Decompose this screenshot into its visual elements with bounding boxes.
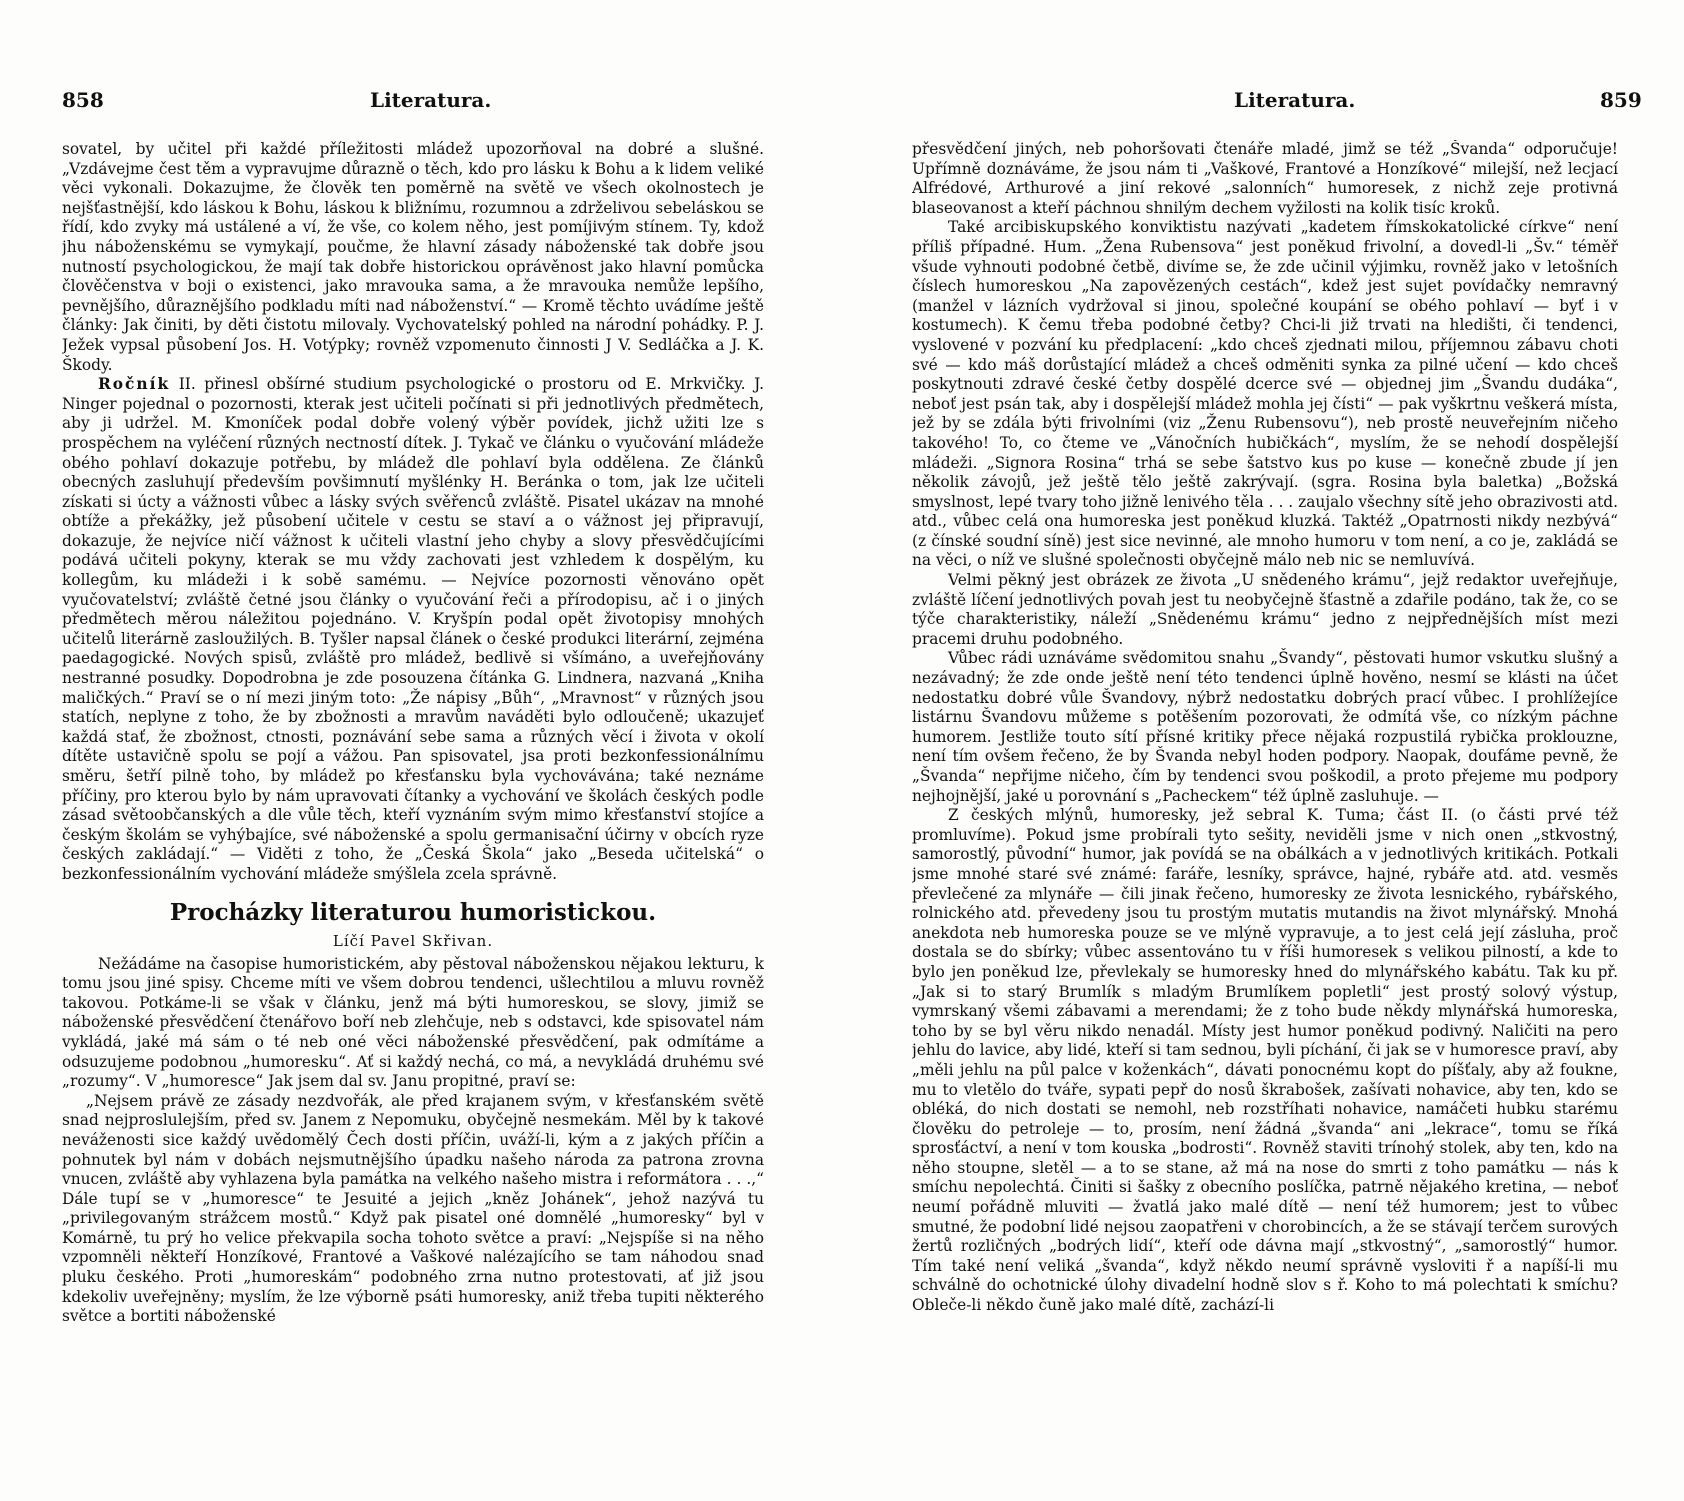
paragraph-rocnik — [62, 375, 764, 884]
byline: Líčí Pavel Skřivan. — [332, 931, 494, 950]
paragraph: přesvědčení jiných, neb pohoršovati čtenáře mladé, jimž se též „Švanda“ odporučuje! Upřímně doznáváme, že jsou nám ti „Vaškové, Frantové a Honzíkové“ milejší, než lecjací Alfrédové, Arthurové a jiní rekové „salonních“ humoresek, z nichž zeje protivná blaseovanost a kteří páchnou shnilým dechem vyžilosti na kolik tisíc kroků. — [912, 140, 1618, 217]
paragraph: Vůbec rádi uznáváme svědomitou snahu „Švandy“, pěstovati humor vskutku slušný a nezávadný; že zde onde ještě není této tendenci úplně hověno, nesmí se klásti na účet nedostatku dobré vůle Švandovy, nýbrž nedostatku dobrých prací vůbec. I prohlížejíce listárnu Švandovu můžeme s potěšením pozorovati, že odmítá vše, co nízkým páchne humorem. Jestliže touto sítí přísné kritiky přece nějaká rozpustilá rybička proklouzne, není tím ovšem řečeno, že by Švanda nebyl hoden podpory. Naopak, doufáme pevně, že „Švanda“ nepřijme ničeho, čím by tendenci svou poškodil, a proto přejeme mu podpory nejhojnější, jaké u porovnání s „Pacheckem“ též úplně zasluhuje. — — [912, 649, 1618, 805]
page-number-right: 859 — [1600, 88, 1642, 112]
quote-paragraph: „Nejsem právě ze zásady nezdvořák, ale před krajanem svým, v křesťanském světě snad nejproslulejším, před sv. Janem z Nepomuku, obyčejně nesmekám. Měl by k takové neváženosti sice každý uvědomělý Čech dosti příčin, uváží-li, kým a z jakých příčin a pohnutek byl nám v dobách nejsmutnějšího úpadku našeho národa za patrona zrovna vnucen, zvláště aby vyhlazena byla památka na velkého našeho mistra i reformátora . . .,“ Dále tupí se v „humoresce“ te Jesuité a jejich „kněz Johánek“, jehož nazývá tu „privilegovaným strážcem mostů.“ Když pak pisatel oné domnělé „humoresky“ byl v Komárně, tu prý ho velice překvapila socha tohoto světce a praví: „Nejspíše si na něho vzpomněli někteří Honzíkové, Frantové a Vaškové nalézajícího se tam náhodou snad pluku českého. Proti „humoreskám“ podobného zrna nutno protestovati, ať již jsou kdekoliv uveřejněny; myslím, že lze výborně psáti humoresky, aniž třeba tupiti některého světce a bortiti náboženské — [62, 1091, 764, 1326]
right-page — [842, 0, 1684, 1501]
rocnik-label: Ročník — [98, 375, 171, 394]
paragraph: Nežádáme na časopise humoristickém, aby pěstoval náboženskou nějakou lekturu, k tomu jsou jiné spisy. Chceme míti ve všem dobrou tendenci, ušlechtilou a mluvu rovněž takovou. Potkáme-li se však v článku, jenž má býti humoreskou, se slovy, jimiž se náboženské přesvědčení čtenářovo boří neb zlehčuje, neb s odstavci, kde spisovatel nám vykládá, jaké má sám o té neb oné věci náboženské přesvědčení, pak odmítáme a odsuzujeme podobnou „humoresku“. Ať si každý nechá, co má, a nevykládá druhému své „rozumy“. V „humoresce“ Jak jsem dal sv. Janu propitné, praví se: — [62, 954, 764, 1091]
paragraph: Velmi pěkný jest obrázek ze života „U snědeného krámu“, jejž redaktor uveřejňuje, zvláště líčení jednotlivých povah jest tu neobyčejně šťastně a zdařile podáno, tak že, co se týče charakteristiky, náleží „Snědenému krámu“ jedno z nejpřednějších míst mezi pracemi druhu podobného. — [912, 571, 1618, 648]
paragraph: Z českých mlýnů, humoresky, jež sebral K. Tuma; část II. (o části prvé též promluvíme). Pokud jsme probírali tyto sešity, neviděli jsme v nich onen „stkvostný, samorostlý, původní“ humor, jak povídá se na obálkách a v jednotlivých kritikách. Potkali jsme mnohé staré své známé: faráře, lesníky, správce, hajné, rybáře atd. atd. vesměs převlečené za mlynáře — čili jinak řečeno, humoresky ze života lesnického, rybářského, rolnického atd. převedeny jsou tu prostým mutatis mutandis na život mlynářský. Mnohá anekdota neb humoreska pouze se ve mlýně vypravuje, a to jest celá její zásluha, proč dostala se do sbírky; vůbec assentováno tu v říši humoresek s velikou pilností, a kde to bylo jen poněkud lze, převlekaly se humoresky hned do mlynářského kabátu. Tak ku př. „Jak si to starý Brumlík s mladým Brumlíkem popletli“ jest prostý solový výstup, vymrskaný všemi zábavami a merendami; že z toho bude někdy mlynářská humoreska, toho by se byl věru nikdo nenadál. Místy jest humor poněkud podivný. Naličiti na pero jehlu do lavice, aby lidé, kteří si tam sednou, byli píchání, či jak se v humoresce praví, aby „měli jehlu na půl palce v koženkách“, dávati ponocnému kopt do píšťaly, aby až foukne, mu to vletělo do tváře, sypati pepř do nosů škrabošek, zašívati nohavice, aby ten, kdo se obléká, do nich dostati se nemohl, neb rozstříhati nohavice, namáčeti hubku starému člověku do petroleje — to, prosím, není žádná „švanda“ ani „lekrace“, tomu se říká sprosťáctví, a není v tom kouska „bodrosti“. Rovněž staviti trínohý stolek, aby ten, kdo na něho stoupne, sletěl — a to se stane, až má na nose do smrti z toho památku — nás k smíchu nepolechtá. Činiti si šašky z obecního poslíčka, patrně nějakého kretina, — neboť neumí pořádně mluviti — žvatlá jako malé dítě — není též humorem; jest to vůbec smutné, že podobní lidé nejsou zaopatřeni v chorobincích, a že se stávají terčem surových žertů rozličných „bodrých lidí“, kteří ode dávna mají „stkvostný“, „samorostlý“ humor. Tím také není veliká „švanda“, když někdo neumí správně vysloviti ř a napíší-li mu schválně do ochotnické úlohy divadelní hodně slov s ř. Koho to má polechtati k smíchu? Obleče-li někdo čuně jako malé dítě, zachází-li — [912, 806, 1618, 1315]
left-page-body — [62, 140, 764, 1490]
paragraph: Také arcibiskupského konviktistu nazývati „kadetem římskokatolické církve“ není příliš případné. Hum. „Žena Rubensova“ jest poněkud frivolní, a dovedl-li „Šv.“ téměř všude vyhnouti podobné četbě, divíme se, že zde učinil výjimku, rovněž jako v letošních číslech humoreskou „Na zapovězených cestách“, kdež jest sujet povídačky nemravný (manžel v lázních vydržoval si jinou, společné koupání se obého pohlaví — byť i v kostumech). K čemu třeba podobné četby? Chci-li již trvati na hledišti, či tendenci, vyslovené v pozvání ku předplacení: „kdo chceš zjednati milou, příjemnou zábavu choti své — kdo máš dorůstající mládež a chceš odměniti synka za pilné učení — kdo chceš poskytnouti zdravé české četby dospělé dcerce své — objednej jim „Švandu dudáka“, neboť jest psán tak, aby i dospělejší mládež mohla jej čísti“ — pak vyškrtnu veškerá místa, jež by se zdála býti frivolními (viz „Ženu Rubensovu“), neb prostě neuveřejním ničeho takového! To, co čteme ve „Vánočních hubičkách“, myslím, že se nehodí dospělejší mládeži. „Signora Rosina“ trhá se sebe šatstvo kus po kuse — konečně zbude jí jen několik závojů, jež ještě tělo ještě zakrývají. (sgra. Rosina byla baletka) „Božská smyslnost, lepé tvary toho jižně lenivého těla . . . zaujalo všechny sítě jeho obrazivosti atd. atd., vůbec celá ona humoreska jest poněkud kluzká. Taktéž „Opatrnosti nikdy nezbývá“ (z čínské soudní síně) jest sice nevinné, ale mnoho humoru v tom není, a co je, zakládá se na věci, o níž ve slušné společnosti obyčejně málo neb nic se nemluvívá. — [912, 218, 1618, 570]
paragraph-text: II. přinesl obšírné studium psychologické o prostoru od E. Mrkvičky. J. Ninger pojednal o pozornosti, kterak jest učiteli počínati si při jednotlivých předmětech, aby ji udržel. M. Kmoníček podal dobře volený výběr povídek, jichž užiti lze s prospěchem na vyléčení různých nectností dítek. J. Tykač ve článku o vyučování mládeže obého pohlaví dokazuje potřebu, by mládež dle pohlaví byla oddělena. Ze článků obecných zasluhují především povšimnutí myšlénky H. Beránka o tom, jak lze učiteli získati si úcty a vážnosti vůbec a lásky svých svěřenců zvláště. Pisatel ukázav na mnohé obtíže a překážky, jež působení učitele v cestu se staví a o vážnost jej připravují, dokazuje, že nejvíce ničí vážnost k učiteli vlastní jeho chyby a slovy přesvědčujícími podává učiteli pokyny, kterak se mu vždy zachovati jest vzhledem k dospělým, ku kollegům, ku mládeži i k sobě samému. — Nejvíce pozornosti věnováno opět vyučovatelství; zvláště četné jsou články o vyučování řeči a přírodopisu, ač i o jiných předmětech měrou náležitou pojednáno. V. Kryšpín podal opět životopisy mnohých učitelů literárně zasloužilých. B. Tyšler napsal článek o české produkci literární, zejména paedagogické. Nových spisů, zvláště pro mládež, bedlivě si všímáno, a uveřejňovány nestranné posudky. Dopodrobna je zde posouzena čítánka G. Lindnera, nazvaná „Kniha maličkých.“ Praví se o ní mezi jiným toto: „Že nápisy „Bůh“, „Mravnost“ v různých jsou statích, neplyne z toho, že by zbožnosti a mravům naváděti bylo odloučeně; ukazujeť každá stať, že zbožnost, ctnosti, poznávání sebe sama a různých věcí i života v okolí dítěte ustavičně spolu se pojí a vážou. Pan spisovatel, jsa proti bezkonfessionálnímu směru, šetří pilně toho, by mládež po křesťansku byla vychovávána; také neznáme příčiny, pro kterou bylo by nám upravovati čítanky a vychování ve školách českých podle zásad světoobčanských a dle vůle těch, kteří vyznáním svým mimo křesťanství stojíce a českým školám se vyhýbajíce, své náboženské a spolu germanisační účirny v obcích ryze českých zakládají.“ — Viděti z toho, že „Česká Škola“ jako „Beseda učitelská“ o bezkonfessionálním vychování mládeže smýšlela zcela správně. — [62, 375, 764, 883]
running-head-left: Literatura. — [370, 88, 492, 112]
running-head-right: Literatura. — [1234, 88, 1356, 112]
paragraph: sovatel, by učitel při každé příležitosti mládež upozorňoval na dobré a slušné. „Vzdávejme čest těm a vypravujme důrazně o těch, kdo pro lásku k Bohu a k lidem veliké věci vykonali. Dokazujme, že člověk ten poměrně na světě ve všech okolnostech je nejšťastnější, kdo láskou k Bohu, láskou k bližnímu, rozumnou a zdrželivou sebeláskou se řídí, kdo zvyky má ustálené a ví, že vše, co kolem něho, jest pomíjivým stínem. Ty, kdož jhu náboženskému se vymykají, poučme, že hlavní zásady náboženské tak dobře jsou nutností psychologickou, že mají tak dobře historickou oprávěnost jako hlavní pomůcka člověčenstva v boji o existenci, jako mravouka sama, a že mravouka nemůže lepšího, pevnějšího, důraznějšího podkladu míti nad náboženství.“ — Kromě těchto uvádíme ještě články: Jak činiti, by děti čistotu milovaly. Vychovatelský pohled na národní pohádky. P. J. Ježek vypsal působení Jos. H. Votýpky; rovněž vzpomenuto činnosti J V. Sedláčka a J. K. Škody. — [62, 140, 764, 374]
right-page-body — [912, 140, 1618, 1490]
section-title: Procházky literaturou humoristickou. — [169, 898, 657, 926]
page-number-left: 858 — [62, 88, 104, 112]
